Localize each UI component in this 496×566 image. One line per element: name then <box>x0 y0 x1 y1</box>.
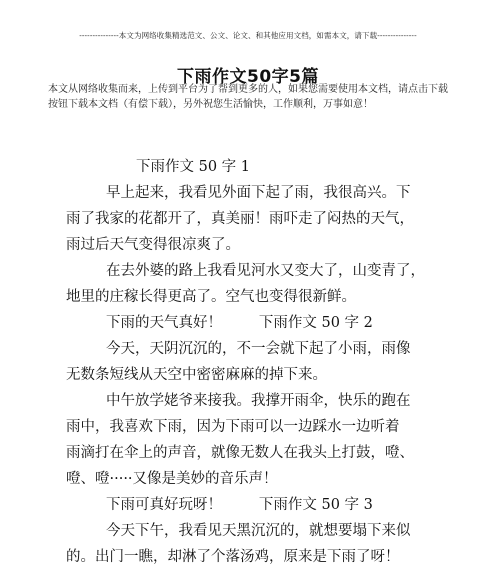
text-line: 雨了我家的花都开了，真美丽！雨吓走了闷热的天气， <box>66 211 414 227</box>
text-line: 在去外婆的路上我看见河水又变大了，山变青了， <box>106 263 425 279</box>
essay-heading-3: 下雨可真好玩呀！ 下雨作文 50 字 3 <box>106 497 373 513</box>
text-line: 无数条短线从天空中密密麻麻的掉下来。 <box>66 367 327 383</box>
text-line: 今天，天阴沉沉的，不一会就下起了小雨，雨像 <box>106 341 411 357</box>
text-line: 今天下午，我看见天黑沉沉的，就想要塌下来似 <box>106 523 411 539</box>
text-line: 雨中，我喜欢下雨，因为下雨可以一边踩水一边听着 <box>66 419 400 435</box>
text-line: 噔、噔·····又像是美妙的音乐声！ <box>66 471 278 487</box>
text-line: 早上起来，我看见外面下起了雨，我很高兴。下 <box>106 185 411 201</box>
intro-paragraph: 本文从网络收集而来，上传到平台为了帮到更多的人，如果您需要使用本文档，请点击下载按钮下载本文档（有偿下载），另外祝您生活愉快，工作顺利，万事如意！ <box>48 84 448 110</box>
text-line: 地里的庄稼长得更高了。空气也变得很新鲜。 <box>66 289 356 305</box>
text-line: 雨过后天气变得很凉爽了。 <box>66 237 240 253</box>
document-title: 下雨作文50字5篇 <box>177 67 319 87</box>
text-line: 雨滴打在伞上的声音，就像无数人在我头上打鼓，噔、 <box>66 445 414 461</box>
header-note: ---------------本文为网络收集精选范文、公文、论文、和其他应用文档，如需本文，请下载--------------- <box>79 31 417 40</box>
text-line: 中午放学姥爷来接我。我撑开雨伞，快乐的跑在 <box>106 393 411 409</box>
essay-heading-2: 下雨的天气真好！ 下雨作文 50 字 2 <box>106 315 373 331</box>
text-line: 的。出门一瞧，却淋了个落汤鸡，原来是下雨了呀！ <box>66 549 400 565</box>
essay-heading-1: 下雨作文 50 字 1 <box>136 159 251 175</box>
